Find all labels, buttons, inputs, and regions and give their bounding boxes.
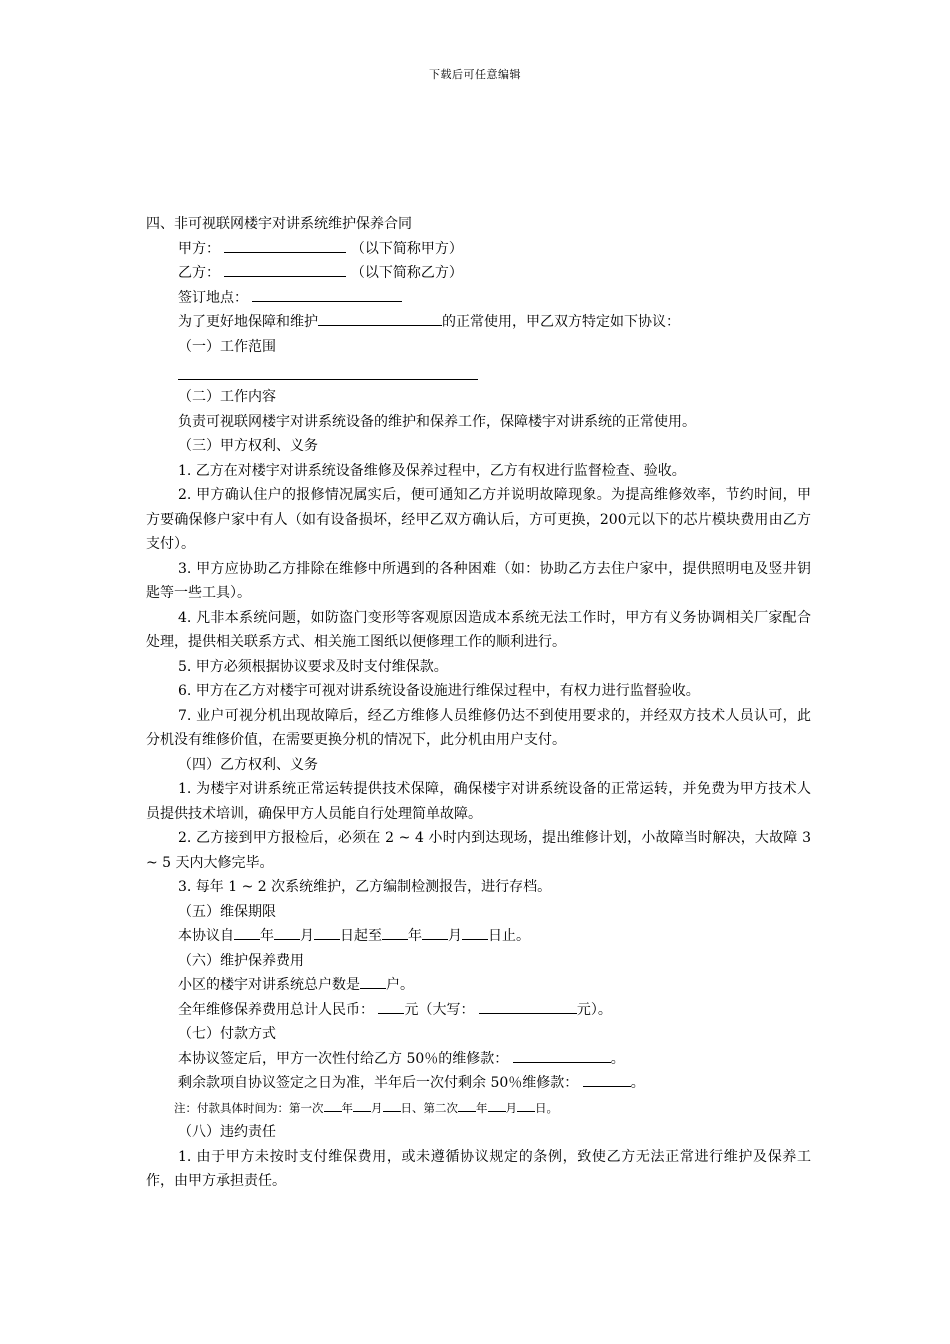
section-3-item: 4. 凡非本系统问题，如防盗门变形等客观原因造成本系统无法工作时，甲方有义务协调相关厂家配合处理，提供相关联系方式、相关施工图纸以便修理工作的顺利进行。 [146,609,811,650]
fee-text: 元）。 [576,1001,612,1018]
note-text: 注：付款具体时间为：第一次 [174,1100,324,1115]
party-a-label: 甲方： [178,240,220,257]
term-line [146,924,811,949]
households-blank [360,973,386,989]
sign-place-blank [252,286,402,302]
households-text: 小区的楼宇对讲系统总户数是 [178,977,360,993]
sign-place-line [146,286,811,311]
section-3-item: 6. 甲方在乙方对楼宇可视对讲系统设备设施进行维保过程中，有权力进行监督验收。 [178,683,700,699]
note-text: 年 [476,1100,488,1115]
first-payment-blank [513,1047,611,1063]
fee-uppercase-blank [479,998,577,1014]
term-text: 本协议自 [178,928,234,944]
note-text: 年 [341,1100,353,1115]
rest-payment-text: 。 [630,1075,645,1091]
term-blank [382,924,408,940]
section-6-heading: （六）维护保养费用 [178,952,304,969]
fee-text: 元（大写： [404,1001,475,1018]
note-blank [517,1099,535,1112]
term-blank [314,924,340,940]
note-text: 月 [505,1100,517,1115]
party-a-blank [224,237,346,253]
term-blank [234,924,260,940]
term-text: 日起至 [340,928,382,944]
households-line [146,973,811,998]
page-header: 下载后可任意编辑 [429,68,521,81]
rest-payment-text: 剩余款项自协议签定之日为准，半年后一次付剩余 50％维修款： [178,1075,579,1091]
section-7-heading: （七）付款方式 [178,1026,276,1042]
note-blank [353,1099,371,1112]
section-1-heading: （一）工作范围 [178,338,276,355]
rest-payment-blank [583,1071,631,1087]
section-5-heading: （五）维保期限 [178,903,276,920]
term-blank [462,924,488,940]
first-payment-text: 本协议签定后，甲方一次性付给乙方 50％的维修款： [178,1050,509,1067]
term-text: 日止。 [488,928,530,944]
term-text: 月 [300,928,314,944]
contract-body [146,212,811,1194]
party-b-blank [224,261,346,277]
section-4-heading: （四）乙方权利、义务 [178,756,318,773]
section-2-text: 负责可视联网楼宇对讲系统设备的维护和保养工作，保障楼宇对讲系统的正常使用。 [178,413,696,430]
intro-line [146,310,811,335]
term-text: 月 [448,928,462,944]
note-text: 月 [371,1100,383,1115]
section-3-item: 7. 业户可视分机出现故障后，经乙方维修人员维修仍达不到使用要求的，并经双方技术人员认可，此分机没有维修价值，在需要更换分机的情况下，此分机由用户支付。 [146,707,811,748]
party-b-label: 乙方： [178,265,220,281]
fee-text: 全年维修保养费用总计人民币： [178,1001,374,1018]
term-blank [422,924,448,940]
section-8-heading: （八）违约责任 [178,1124,276,1140]
party-a-line [146,237,811,262]
fee-blank [378,998,404,1014]
section-3-item: 5. 甲方必须根据协议要求及时支付维保款。 [178,658,448,675]
households-text: 户。 [386,977,414,993]
note-blank [383,1099,401,1112]
section-4-item: 2. 乙方接到甲方报检后，必须在 2 ~ 4 小时内到达现场，提出维修计划，小故障当时解决，大故障 3 ~ 5 天内大修完毕。 [146,830,811,871]
party-a-suffix: （以下简称甲方） [350,240,463,257]
intro-before: 为了更好地保障和维护 [178,314,318,330]
term-text: 年 [408,928,422,944]
note-text: 日、第二次 [400,1100,458,1115]
section-3-heading: （三）甲方权利、义务 [178,438,318,454]
section-3-item: 1. 乙方在对楼宇对讲系统设备维修及保养过程中，乙方有权进行监督检查、验收。 [178,462,686,479]
note-blank [458,1099,476,1112]
note-blank [488,1099,506,1112]
first-payment-text: 。 [610,1050,625,1067]
section-8-item: 1. 由于甲方未按时支付维保费用，或未遵循协议规定的条例，致使乙方无法正常进行维护及保养工作，由甲方承担责任。 [146,1148,811,1189]
payment-note [146,1096,811,1121]
note-text: 日。 [535,1100,558,1115]
rest-payment-line [146,1071,811,1096]
note-blank [324,1099,342,1112]
fee-line [146,998,811,1023]
section-3-item: 3. 甲方应协助乙方排除在维修中所遇到的各种困难（如：协助乙方去住户家中，提供照明电及竖井钥匙等一些工具）。 [146,560,811,601]
section-3-item: 2. 甲方确认住户的报修情况属实后，便可通知乙方并说明故障现象。为提高维修效率，节约时间，甲方要确保修户家中有人（如有设备损坏，经甲乙双方确认后，方可更换，200元以下的芯片模块费用由乙方支付）。 [146,487,811,552]
term-text: 年 [260,928,274,944]
first-payment-line [146,1047,811,1072]
sign-place-label: 签订地点： [178,289,248,306]
intro-blank [318,310,442,326]
party-b-line [146,261,811,286]
term-blank [274,924,300,940]
section-4-item: 3. 每年 1 ~ 2 次系统维护，乙方编制检测报告，进行存档。 [178,879,552,895]
work-scope-blank [178,359,478,380]
party-b-suffix: （以下简称乙方） [350,265,463,281]
section-4-item: 1. 为楼宇对讲系统正常运转提供技术保障，确保楼宇对讲系统设备的正常运转，并免费为甲方技术人员提供技术培训，确保甲方人员能自行处理简单故障。 [146,781,811,822]
contract-title: 四、非可视联网楼宇对讲系统维护保养合同 [146,216,412,232]
intro-after: 的正常使用，甲乙双方特定如下协议： [442,314,680,330]
section-2-heading: （二）工作内容 [178,389,276,405]
